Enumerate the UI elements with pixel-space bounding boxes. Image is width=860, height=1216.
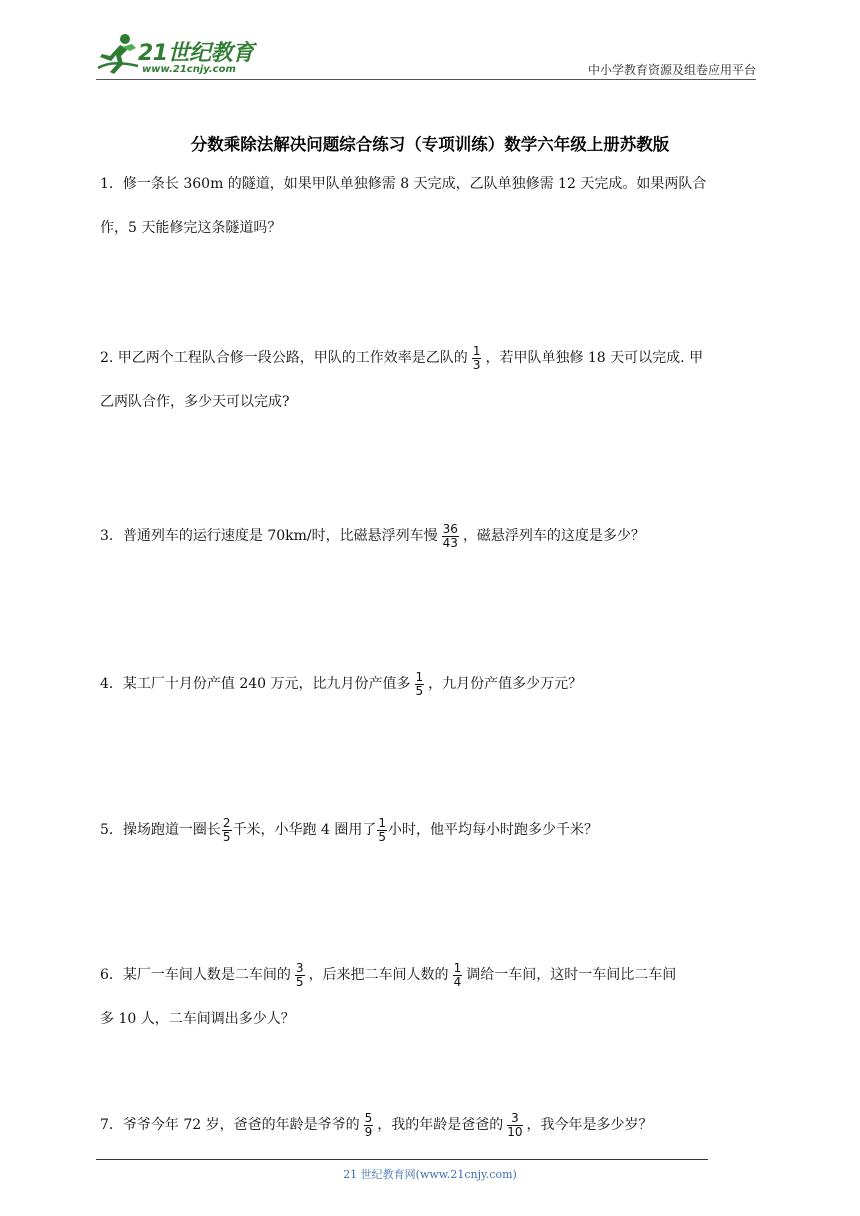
fraction-numerator: 1 (453, 960, 462, 975)
question-6-text-mid: ，后来把二车间人数的 (308, 967, 449, 983)
question-3-line-1 (100, 514, 762, 558)
header-divider (96, 79, 756, 80)
question-2 (100, 336, 762, 424)
question-2-text-pre: 2. 甲乙两个工程队合修一段公路，甲队的工作效率是乙队的 (100, 350, 468, 366)
question-4-text-post: ，九月份产值多少万元？ (428, 676, 583, 692)
question-5-fraction-2 (377, 817, 387, 844)
question-1-line-1: 1．修一条长 360m 的隧道，如果甲队单独修需 8 天完成，乙队单独修需 12 天完成。如果两队合 (100, 176, 707, 192)
question-6-fraction-2 (453, 962, 463, 989)
question-7-text-mid: ，我的年龄是爸爸的 (377, 1117, 504, 1133)
page-title: 分数乘除法解决问题综合练习（专项训练）数学六年级上册苏教版 (190, 135, 670, 154)
logo-url: www.21cnjy.com (142, 64, 236, 75)
fraction-denominator: 5 (222, 829, 231, 844)
fraction-denominator: 5 (295, 974, 304, 989)
question-3-text-pre: 3．普通列车的运行速度是 70km/时，比磁悬浮列车慢 (100, 528, 438, 544)
question-6-fraction-1 (295, 962, 305, 989)
footer-link[interactable]: 21 世纪教育网(www.21cnjy.com) (343, 1168, 517, 1181)
site-logo (96, 32, 266, 80)
question-2-line-2: 乙两队合作，多少天可以完成? (100, 394, 290, 410)
fraction-numerator: 5 (364, 1110, 373, 1125)
fraction-denominator: 5 (415, 683, 424, 698)
logo-text: 21世纪教育 (138, 41, 254, 66)
question-6-line-2: 多 10 人，二车间调出多少人？ (100, 1011, 295, 1027)
fraction-numerator: 36 (442, 521, 458, 536)
question-2-text-post: ，若甲队单独修 18 天可以完成. 甲 (485, 350, 704, 366)
fraction-denominator: 10 (507, 1124, 523, 1139)
fraction-numerator: 3 (507, 1112, 522, 1126)
question-5-fraction-1 (222, 817, 232, 844)
fraction-numerator: 2 (222, 815, 231, 830)
question-5-line-1 (100, 808, 762, 852)
question-7-fraction-2 (507, 1112, 522, 1139)
fraction-numerator: 1 (472, 343, 481, 358)
question-7-line-1 (100, 1103, 762, 1147)
question-7-fraction-1 (364, 1112, 374, 1139)
question-5 (100, 808, 762, 852)
footer-divider (96, 1159, 708, 1160)
question-7-text-post: ，我今年是多少岁？ (526, 1117, 653, 1133)
platform-label: 中小学教育资源及组卷应用平台 (587, 63, 756, 77)
fraction-numerator: 1 (378, 815, 387, 830)
fraction-numerator: 1 (415, 669, 424, 684)
question-3 (100, 514, 762, 558)
fraction-denominator: 9 (364, 1124, 373, 1139)
question-1-line-2: 作，5 天能修完这条隧道吗？ (100, 220, 282, 236)
question-6-text-pre: 6．某厂一车间人数是二车间的 (100, 967, 291, 983)
question-4-text-pre: 4．某工厂十月份产值 240 万元，比九月份产值多 (100, 676, 411, 692)
question-6 (100, 953, 762, 1041)
question-6-text-post: 调给一车间，这时一车间比二车间 (466, 967, 677, 983)
question-3-text-post: ，磁悬浮列车的这度是多少？ (462, 528, 645, 544)
question-6-line-1 (100, 953, 762, 997)
fraction-numerator: 3 (295, 960, 304, 975)
runner-logo-icon (96, 32, 140, 76)
question-5-text-post: 小时，他平均每小时跑多少千米？ (388, 822, 599, 838)
question-5-text-mid: 千米，小华跑 4 圈用了 (232, 822, 377, 838)
question-2-fraction (472, 345, 482, 372)
fraction-denominator: 5 (378, 829, 387, 844)
question-5-text-pre: 5．操场跑道一圈长 (100, 822, 221, 838)
fraction-denominator: 4 (453, 974, 462, 989)
question-1 (100, 162, 762, 250)
question-7-text-pre: 7．爷爷今年 72 岁，爸爸的年龄是爷爷的 (100, 1117, 360, 1133)
question-3-fraction (442, 523, 459, 550)
question-4 (100, 662, 762, 706)
question-4-line-1 (100, 662, 762, 706)
question-2-line-1 (100, 336, 762, 380)
fraction-denominator: 3 (472, 357, 481, 372)
fraction-denominator: 43 (442, 535, 458, 550)
question-4-fraction (415, 671, 425, 698)
question-7 (100, 1103, 762, 1147)
